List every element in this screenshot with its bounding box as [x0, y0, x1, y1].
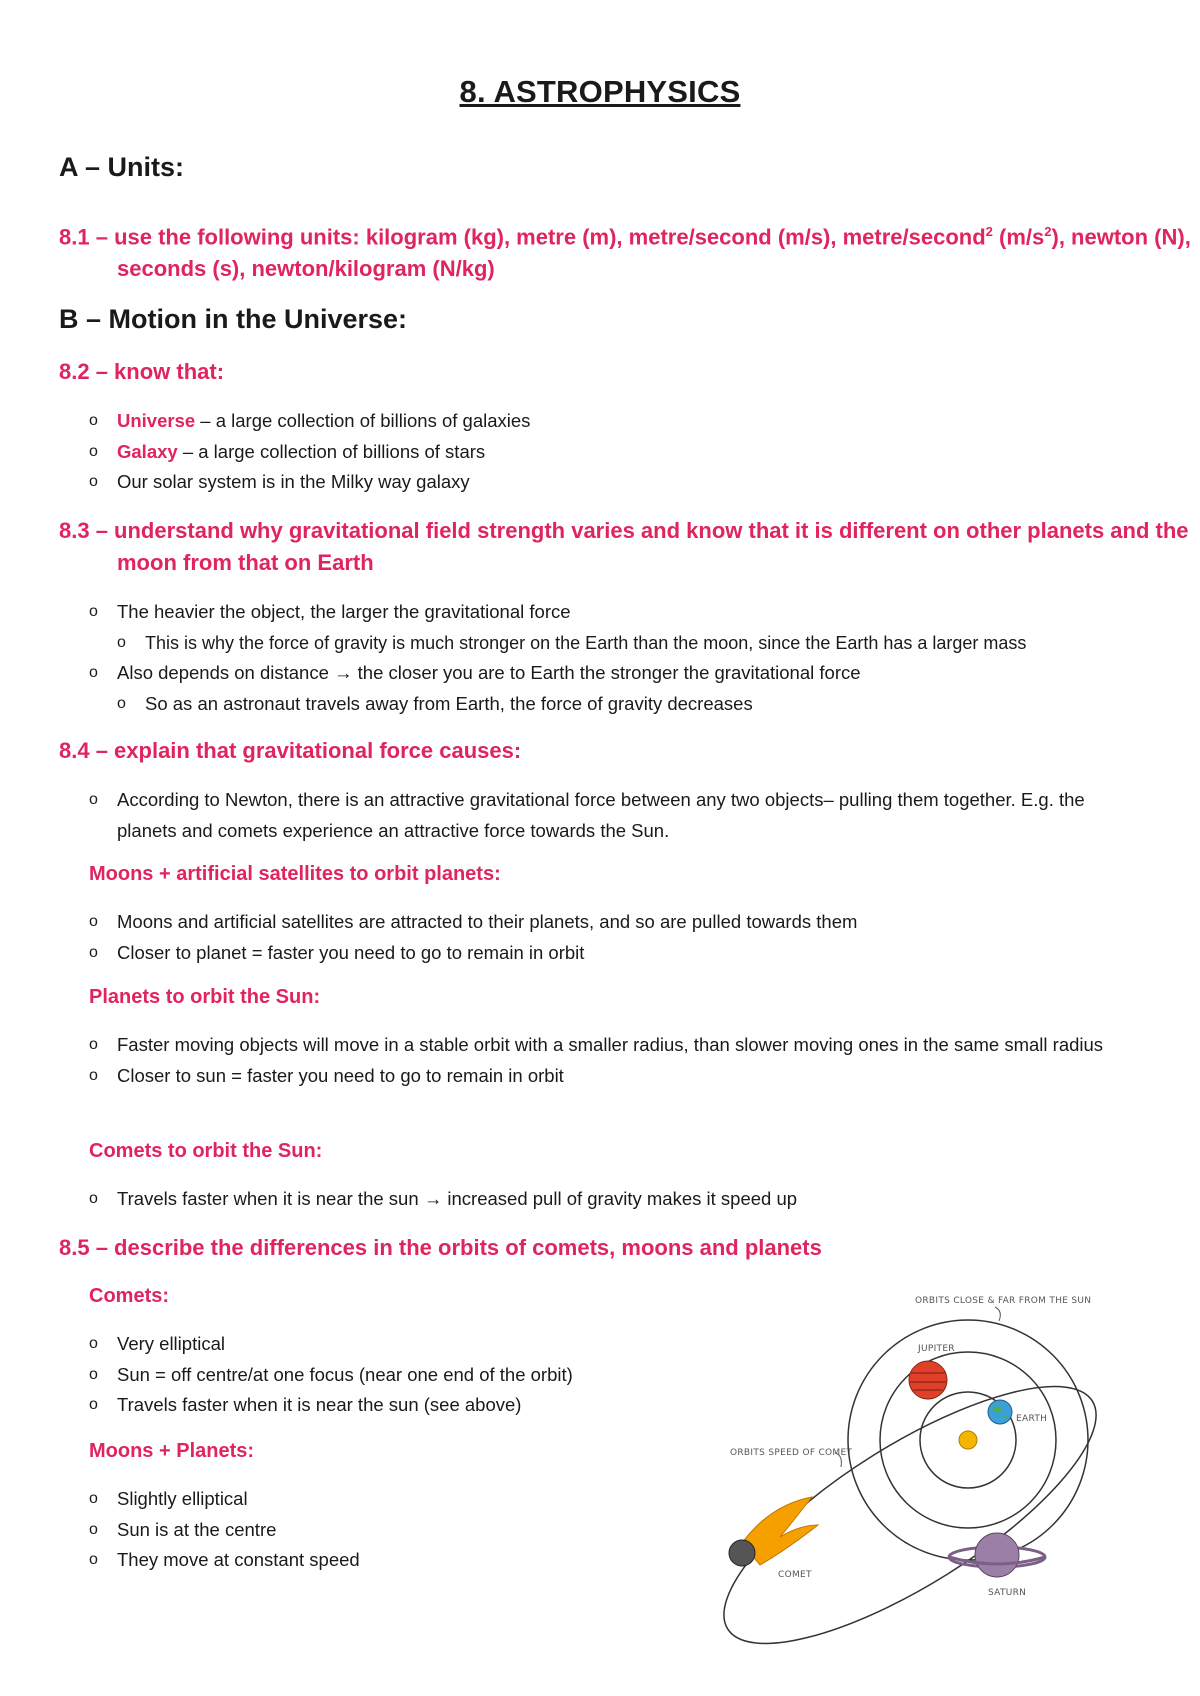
spec-8-1-code: 8.1 – — [59, 224, 108, 250]
bullet-icon: o — [89, 1335, 98, 1352]
spec-8-4-intro-list — [89, 785, 1139, 846]
spec-8-1-text2: (m/s — [992, 224, 1045, 250]
spec-8-5-heading: 8.5 – describe the differences in the orbits of comets, moons and planets — [59, 1235, 822, 1260]
bullet-icon: o — [89, 603, 98, 620]
bullet-text: Sun = off centre/at one focus (near one end of the orbit) — [117, 1363, 573, 1385]
bullet-icon: o — [117, 694, 126, 712]
planets-list — [89, 1030, 1129, 1091]
page-title: 8. ASTROPHYSICS — [459, 74, 741, 109]
bullet-text: They move at constant speed — [117, 1549, 360, 1570]
spec-8-1 — [59, 216, 1200, 285]
bullet-text: Very elliptical — [117, 1333, 225, 1354]
bullet-icon: o — [89, 943, 98, 961]
spec-8-1-sup: 2 — [985, 224, 993, 239]
list-item — [89, 467, 1139, 498]
bullet-icon: o — [89, 1551, 98, 1568]
earth-icon — [988, 1400, 1012, 1424]
section-b-heading: B – Motion in the Universe: — [59, 304, 408, 334]
list-item — [89, 1484, 689, 1515]
bullet-icon: o — [89, 473, 98, 490]
bullet-icon: o — [89, 1520, 98, 1538]
bullet-text: According to Newton, there is an attractive gravitational force between any two objects– pulling them together. E.g. the planets and comets experience an attractive force towards the Sun. — [117, 789, 1085, 841]
bullet-icon: o — [89, 1365, 98, 1383]
bullet-text: This is why the force of gravity is much stronger on the Earth than the moon, since the Earth has a larger mass — [145, 632, 1027, 653]
list-item — [89, 1329, 689, 1360]
bullet-icon: o — [89, 1396, 98, 1413]
bullet-icon: o — [89, 791, 98, 808]
bullet-text: Travels faster when it is near the sun (see above) — [117, 1394, 522, 1415]
list-item — [89, 1390, 689, 1421]
spec-8-3-heading: 8.3 – understand why gravitational field strength varies and know that it is different on other planets and the moon from that on Earth — [59, 518, 1189, 575]
moons-list — [89, 907, 1139, 968]
list-item — [89, 437, 1139, 468]
bullet-text: Slightly elliptical — [117, 1488, 248, 1509]
spec-8-2-list — [89, 406, 1139, 498]
moons-planets-heading: Moons + Planets: — [89, 1440, 255, 1462]
spec-8-1-text3: ), newton (N), seconds (s), newton/kilogram (N/kg) — [117, 224, 1191, 282]
bullet-text: Also depends on distance → the closer you are to Earth the stronger the gravitational force — [117, 662, 861, 683]
spec-8-3-list — [89, 597, 1169, 719]
list-item — [89, 597, 1169, 628]
list-item — [89, 938, 1139, 969]
moons-planets-list — [89, 1484, 689, 1576]
spec-8-4-heading: 8.4 – explain that gravitational force causes: — [59, 738, 522, 763]
label-top: ORBITS CLOSE & FAR FROM THE SUN — [915, 1296, 1092, 1306]
bullet-icon: o — [117, 633, 126, 651]
label-comet-orbit: ORBITS SPEED OF COMET — [730, 1448, 853, 1458]
orbit-diagram — [700, 1275, 1100, 1645]
list-item — [89, 658, 1169, 689]
bullet-text: Our solar system is in the Milky way galaxy — [117, 471, 470, 492]
list-item — [89, 1515, 689, 1546]
list-item — [89, 1184, 1139, 1215]
saturn-icon — [975, 1533, 1019, 1577]
bullet-icon: o — [89, 1490, 98, 1507]
bullet-icon: o — [89, 442, 98, 460]
list-item — [89, 1545, 689, 1576]
list-item — [117, 628, 1169, 659]
spec-8-1-sup2: 2 — [1044, 224, 1052, 239]
label-comet: COMET — [778, 1570, 812, 1580]
bullet-text: Closer to planet = faster you need to go to remain in orbit — [117, 941, 585, 963]
term-galaxy: Galaxy — [117, 440, 178, 462]
bullet-icon: o — [89, 913, 98, 930]
bullet-icon: o — [89, 1190, 98, 1207]
pointer-line — [995, 1307, 1000, 1321]
planets-heading: Planets to orbit the Sun: — [89, 986, 321, 1008]
list-item — [89, 1360, 689, 1391]
bullet-text: Moons and artificial satellites are attracted to their planets, and so are pulled towards them — [117, 911, 858, 932]
list-item — [89, 907, 1139, 938]
bullet-icon: o — [89, 664, 98, 681]
bullet-text: Travels faster when it is near the sun → increased pull of gravity makes it speed up — [117, 1188, 798, 1209]
sun-icon — [959, 1431, 977, 1449]
moons-heading: Moons + artificial satellites to orbit planets: — [89, 863, 501, 885]
bullet-icon: o — [89, 1066, 98, 1084]
list-item — [117, 689, 1169, 720]
list-item — [89, 406, 1139, 437]
label-jupiter: JUPITER — [918, 1344, 955, 1354]
list-item — [89, 1061, 1129, 1092]
spec-8-2-heading: 8.2 – know that: — [59, 359, 225, 384]
comets-orbit-heading: Comets to orbit the Sun: — [89, 1140, 323, 1162]
label-earth: EARTH — [1016, 1414, 1048, 1424]
comets-orbit-list — [89, 1184, 1139, 1215]
list-item — [89, 785, 1139, 846]
bullet-icon: o — [89, 1036, 98, 1053]
bullet-text: Sun is at the centre — [117, 1518, 277, 1540]
bullet-text: – a large collection of billions of stars — [177, 440, 486, 462]
comets-list — [89, 1329, 689, 1421]
comet-icon — [729, 1540, 755, 1566]
bullet-text: Closer to sun = faster you need to go to remain in orbit — [117, 1064, 564, 1086]
bullet-text: The heavier the object, the larger the gravitational force — [117, 601, 571, 622]
term-universe: Universe — [117, 410, 196, 431]
bullet-icon: o — [89, 412, 98, 429]
bullet-text: Faster moving objects will move in a stable orbit with a smaller radius, than slower moving ones in the same small radius — [117, 1034, 1104, 1055]
list-item — [89, 1030, 1129, 1061]
label-saturn: SATURN — [988, 1588, 1027, 1598]
jupiter-icon — [909, 1361, 947, 1399]
bullet-text: – a large collection of billions of galaxies — [195, 410, 531, 431]
comet-orbit — [700, 1342, 1100, 1645]
comets-heading: Comets: — [89, 1285, 170, 1307]
section-a-heading: A – Units: — [59, 152, 185, 182]
spec-8-1-text: use the following units: kilogram (kg), metre (m), metre/second (m/s), metre/second — [114, 224, 986, 250]
bullet-text: So as an astronaut travels away from Earth, the force of gravity decreases — [145, 692, 753, 714]
